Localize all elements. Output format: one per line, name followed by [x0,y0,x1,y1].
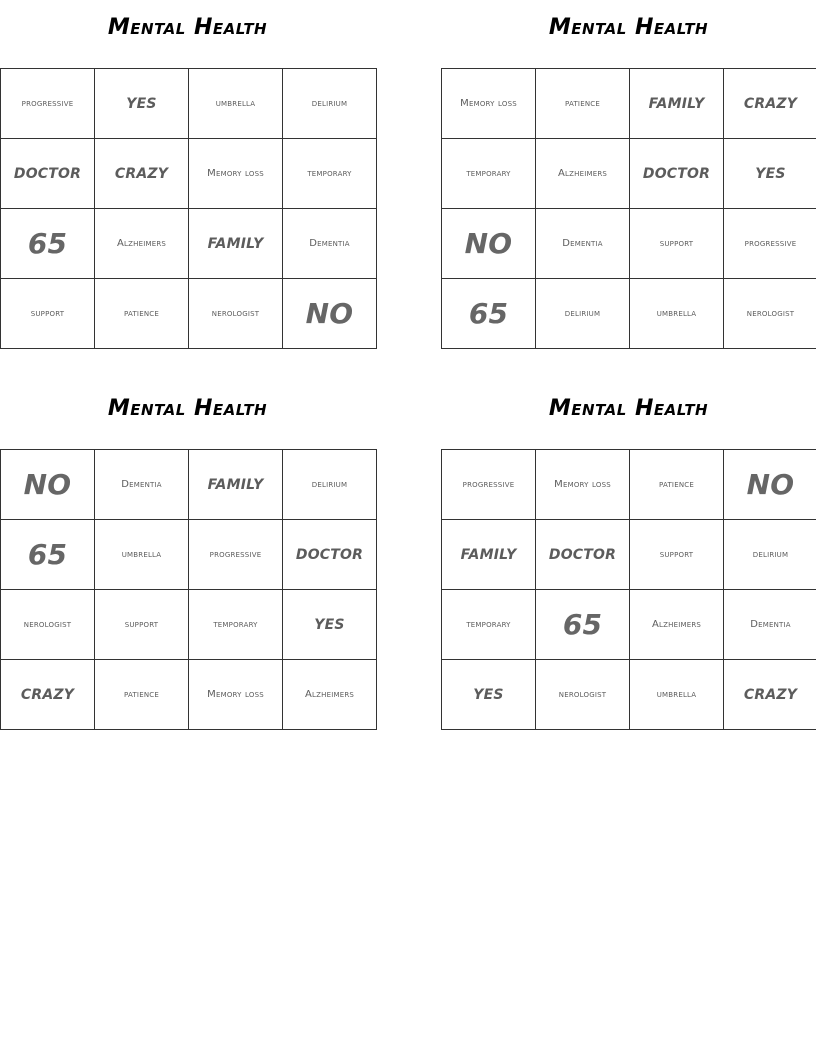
grid-cell: Memory loss [442,69,536,139]
grid-cell: umbrella [95,520,189,590]
grid-cell: YES [724,139,816,209]
grid-row [442,590,816,660]
grid-row [442,139,816,209]
grid-cell: Alzheimers [630,590,724,660]
grid-row [1,660,377,730]
grid-cell: progressive [442,450,536,520]
grid-cell: Alzheimers [536,139,630,209]
grid-cell: CRAZY [1,660,95,730]
grid-row [1,279,377,349]
grid-cell: Alzheimers [283,660,377,730]
grid-cell: Memory loss [536,450,630,520]
grid-cell: nerologist [536,660,630,730]
grid-cell: FAMILY [442,520,536,590]
grid-cell: CRAZY [724,660,816,730]
grid-cell: temporary [189,590,283,660]
grid-cell: Memory loss [189,139,283,209]
grid-cell: support [95,590,189,660]
grid-cell: support [630,209,724,279]
grid-row [1,69,377,139]
grid-cell: DOCTOR [536,520,630,590]
grid-row [1,209,377,279]
bingo-card-3 [0,394,375,730]
grid-cell: patience [630,450,724,520]
grid-cell: DOCTOR [630,139,724,209]
card-title: Mental Health [548,15,709,40]
grid-cell: FAMILY [189,209,283,279]
grid-cell: support [630,520,724,590]
grid-cell: Dementia [95,450,189,520]
grid-row [1,139,377,209]
grid-cell: delirium [536,279,630,349]
grid-cell: 65 [442,279,536,349]
grid-cell: DOCTOR [283,520,377,590]
grid-cell: FAMILY [189,450,283,520]
grid-cell: progressive [189,520,283,590]
grid-cell: umbrella [630,279,724,349]
grid-cell: Dementia [283,209,377,279]
grid-cell: temporary [442,590,536,660]
bingo-grid [441,68,816,349]
grid-cell: YES [95,69,189,139]
grid-cell: patience [95,660,189,730]
grid-cell: delirium [283,450,377,520]
grid-cell: nerologist [1,590,95,660]
grid-cell: temporary [442,139,536,209]
grid-row [442,660,816,730]
grid-cell: patience [536,69,630,139]
card-title: Mental Health [107,396,268,421]
card-title: Mental Health [548,396,709,421]
bingo-grid [441,449,816,730]
card-title: Mental Health [107,15,268,40]
bingo-grid [0,449,377,730]
grid-cell: umbrella [189,69,283,139]
grid-cell: FAMILY [630,69,724,139]
grid-cell: DOCTOR [1,139,95,209]
grid-cell: temporary [283,139,377,209]
grid-cell: NO [442,209,536,279]
grid-cell: YES [283,590,377,660]
bingo-card-1 [0,13,375,349]
grid-row [442,520,816,590]
grid-cell: Dementia [724,590,816,660]
grid-cell: 65 [1,209,95,279]
grid-row [1,520,377,590]
grid-cell: Alzheimers [95,209,189,279]
grid-cell: CRAZY [95,139,189,209]
grid-cell: progressive [1,69,95,139]
grid-cell: umbrella [630,660,724,730]
grid-cell: nerologist [724,279,816,349]
grid-cell: Dementia [536,209,630,279]
grid-row [442,279,816,349]
grid-cell: 65 [1,520,95,590]
grid-row [442,450,816,520]
grid-cell: CRAZY [724,69,816,139]
bingo-card-2 [441,13,816,349]
bingo-grid [0,68,377,349]
bingo-card-4 [441,394,816,730]
grid-row [1,450,377,520]
grid-cell: patience [95,279,189,349]
grid-cell: NO [283,279,377,349]
grid-cell: delirium [283,69,377,139]
grid-row [1,590,377,660]
grid-cell: NO [1,450,95,520]
grid-cell: NO [724,450,816,520]
grid-cell: progressive [724,209,816,279]
grid-cell: YES [442,660,536,730]
grid-cell: delirium [724,520,816,590]
grid-cell: nerologist [189,279,283,349]
grid-row [442,69,816,139]
grid-cell: Memory loss [189,660,283,730]
grid-row [442,209,816,279]
grid-cell: 65 [536,590,630,660]
grid-cell: support [1,279,95,349]
